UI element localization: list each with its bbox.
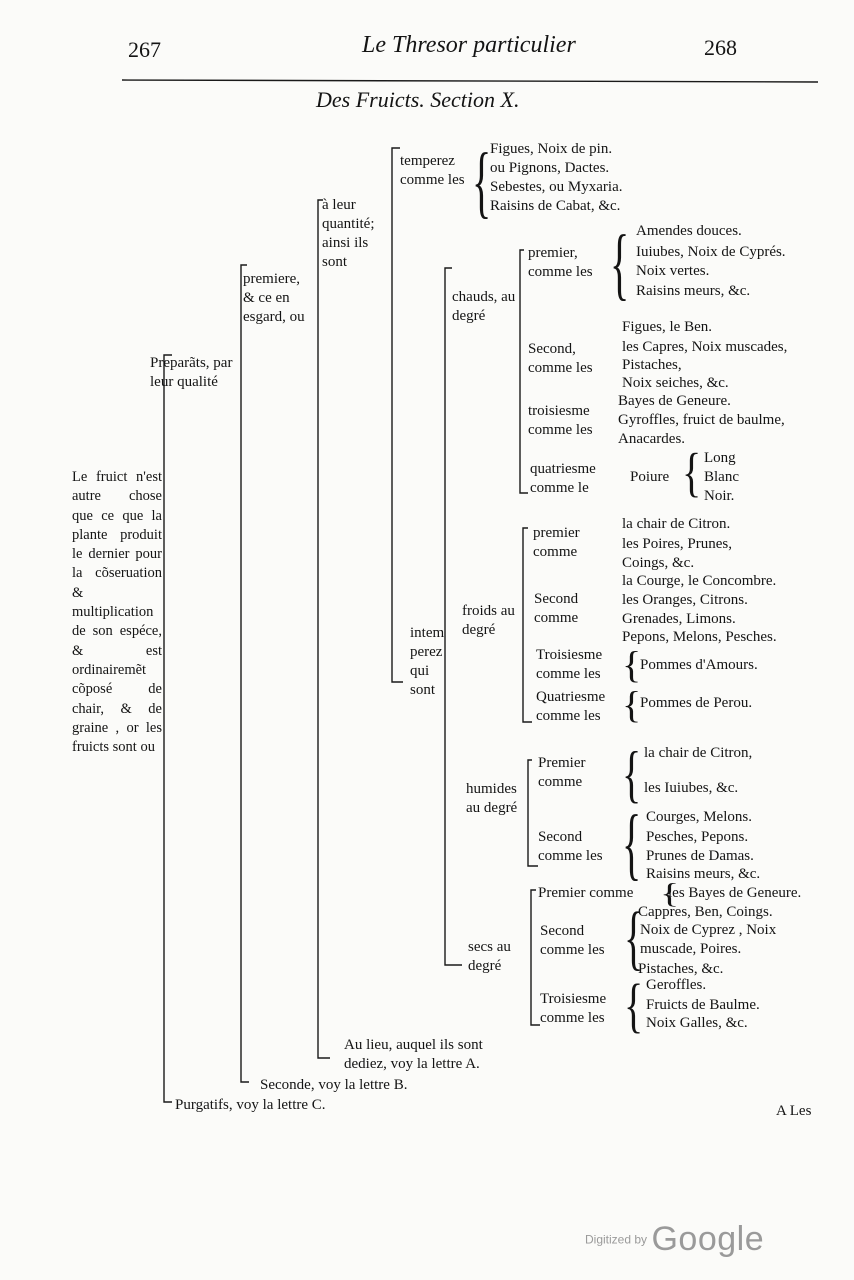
- temperez-brace: {: [472, 136, 492, 226]
- prepares-label: Preparãts, par leur qualité: [150, 355, 233, 390]
- chauds-item: Bayes de Geneure.: [618, 393, 731, 409]
- secs-group-label: Premier comme: [538, 885, 634, 901]
- froids-brace: {: [622, 683, 642, 726]
- chauds-item: Gyroffles, fruict de baulme,: [618, 412, 785, 428]
- humides-label: humides au degré: [466, 781, 518, 816]
- chauds-item: Iuiubes, Noix de Cyprés.: [636, 244, 786, 260]
- secs-brace: {: [624, 971, 644, 1039]
- humides-item: Raisins meurs, &c.: [646, 866, 761, 882]
- chauds-item: les Capres, Noix muscades,: [622, 339, 788, 355]
- secs-item: Pistaches, &c.: [638, 961, 724, 977]
- purgatifs-label: Purgatifs, voy la lettre C.: [175, 1097, 326, 1113]
- chauds-brace: {: [610, 218, 630, 308]
- premiere-bracket: [241, 265, 249, 1082]
- root-text: Le fruict n'est autre chose que ce que la plante produit le dernier pour la cõseruation & multiplication de son espéce, & est ordinairemẽt cõposé de chair, & de graine , or les fruicts sont ou: [72, 469, 162, 756]
- running-title: Le Thresor particulier: [362, 32, 576, 58]
- froids-brace: {: [622, 643, 642, 686]
- humides-item: Prunes de Damas.: [646, 848, 754, 864]
- page-number-left: 267: [128, 37, 161, 62]
- froids-label: froids au degré: [462, 603, 515, 638]
- quantite-bracket: [318, 200, 330, 1058]
- secs-item: Geroffles.: [646, 977, 707, 993]
- froids-item: Pommes d'Amours.: [640, 657, 758, 673]
- froids-item: Pommes de Perou.: [640, 695, 753, 711]
- catchword: A Les: [776, 1103, 812, 1119]
- chauds-group-label: Second, comme les: [528, 341, 593, 376]
- humides-group-label: Premier comme: [538, 755, 586, 790]
- au-lieu-label: Au lieu, auquel ils sont dediez, voy la lettre A.: [344, 1037, 483, 1072]
- secs-item: les Bayes de Geneure.: [668, 885, 802, 901]
- secs-item: Fruicts de Baulme.: [646, 997, 760, 1013]
- chauds-item: Noix seiches, &c.: [622, 375, 729, 391]
- chauds-item: Blanc: [704, 469, 739, 485]
- header-rule: [122, 80, 818, 82]
- froids-group-label: premier comme: [533, 525, 580, 560]
- temperez-item: Figues, Noix de pin.: [490, 141, 613, 157]
- temperez-item: ou Pignons, Dactes.: [490, 160, 610, 176]
- quantite-label: à leur quantité; ainsi ils sont: [322, 197, 375, 270]
- froids-item: les Oranges, Citrons.: [622, 592, 748, 608]
- humides-group-label: Second comme les: [538, 829, 603, 864]
- secs-label: secs au degré: [468, 939, 511, 974]
- humides-brace: {: [622, 737, 642, 810]
- temperez-item: Raisins de Cabat, &c.: [490, 198, 621, 214]
- froids-bracket: [523, 528, 532, 722]
- froids-item: Coings, &c.: [622, 555, 695, 571]
- premiere-label: premiere, & ce en esgard, ou: [243, 271, 305, 325]
- secs-bracket: [531, 890, 540, 1025]
- seconde-label: Seconde, voy la lettre B.: [260, 1077, 408, 1093]
- digitized-label: Digitized by: [585, 1232, 648, 1247]
- humides-item: les Iuiubes, &c.: [644, 780, 739, 796]
- chauds-item: Raisins meurs, &c.: [636, 283, 751, 299]
- humides-item: Courges, Melons.: [646, 809, 752, 825]
- humides-bracket: [528, 760, 538, 866]
- page-number-right: 268: [704, 35, 737, 60]
- secs-item: Noix de Cyprez , Noix muscade, Poires.: [640, 922, 777, 957]
- chauds-item: Amendes douces.: [636, 223, 742, 239]
- chauds-group-label: troisiesme comme les: [528, 403, 593, 438]
- temperez-item: Sebestes, ou Myxaria.: [490, 179, 623, 195]
- chauds-item: Figues, le Ben.: [622, 319, 712, 335]
- froids-group-label: Second comme: [534, 591, 579, 626]
- froids-item: Pepons, Melons, Pesches.: [622, 629, 777, 645]
- chauds-group-label: premier, comme les: [528, 245, 593, 280]
- chauds-item: Pistaches,: [622, 357, 682, 373]
- temperez-label: temperez comme les: [400, 153, 465, 188]
- chauds-item: Long: [704, 450, 736, 466]
- froids-item: la chair de Citron.: [622, 516, 731, 532]
- google-logo: Google: [651, 1220, 765, 1258]
- froids-group-label: Troisiesme comme les: [536, 647, 603, 682]
- intemperez-label: intem perez qui sont: [410, 625, 445, 698]
- section-title: Des Fruicts. Section X.: [316, 87, 520, 112]
- froids-item: les Poires, Prunes,: [622, 536, 732, 552]
- intemperez-bracket: [445, 268, 462, 965]
- temperez-bracket: [392, 148, 403, 682]
- humides-item: Pesches, Pepons.: [646, 829, 749, 845]
- secs-group-label: Second comme les: [540, 923, 605, 958]
- chauds-item: Noir.: [704, 488, 735, 504]
- secs-item: Cappres, Ben, Coings.: [638, 904, 773, 920]
- froids-group-label: Quatriesme comme les: [536, 689, 606, 724]
- froids-item: la Courge, le Concombre.: [622, 573, 777, 589]
- secs-brace: {: [660, 877, 680, 910]
- froids-item: Grenades, Limons.: [622, 611, 736, 627]
- poiure-brace: {: [682, 441, 702, 503]
- chauds-item: Anacardes.: [618, 431, 686, 447]
- humides-item: la chair de Citron,: [644, 745, 753, 761]
- chauds-group-label: quatriesme comme le: [530, 461, 596, 496]
- chauds-item: Noix vertes.: [636, 263, 710, 279]
- chauds-label: chauds, au degré: [452, 289, 516, 324]
- secs-item: Noix Galles, &c.: [646, 1015, 748, 1031]
- google-watermark: [585, 1220, 764, 1259]
- chauds-bracket: [520, 250, 528, 493]
- humides-brace: {: [622, 798, 642, 888]
- poiure-label: Poiure: [630, 469, 670, 485]
- root-bracket: [164, 355, 172, 1102]
- secs-brace: {: [624, 896, 644, 978]
- secs-group-label: Troisiesme comme les: [540, 991, 607, 1026]
